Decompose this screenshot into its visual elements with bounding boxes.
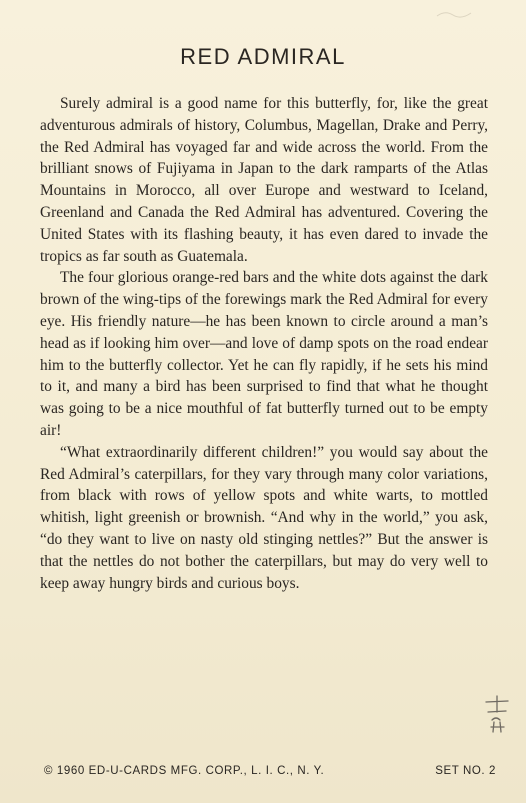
pencil-scuff-mark: [435, 8, 475, 20]
paragraph-1: Surely admiral is a good name for this butterfly, for, like the great adventurous admirals of history, Columbus, Magellan, Drake and Perry, the Red Admiral has voyaged far and wide across the world. From the brilliant snows of Fujiyama in Japan to the dark ramparts of the Atlas Mountains in Morocco, all over Europe and westward to Iceland, Greenland and Canada the Red Admiral has adventured. Covering the United States with its flashing beauty, it has even dared to invade the tropics as far south as Guatemala.: [40, 95, 488, 265]
card-body: [40, 93, 488, 594]
set-number: SET NO. 2: [435, 765, 496, 777]
paragraph-3: “What extraordinarily different children!” you would say about the Red Admiral’s caterpillars, for they vary through many color variations, from black with rows of yellow spots and white warts, to mottled whitish, light greenish or brownish. “And why in the world,” you ask, “do they want to live on nasty old stinging nettles?” But the answer is that the nettles do not bother the caterpillars, but may do very well to keep away hungry birds and curious boys.: [40, 443, 488, 592]
copyright-line: © 1960 ED-U-CARDS MFG. CORP., L. I. C., N. Y.: [44, 765, 325, 777]
paragraph-2: The four glorious orange-red bars and the white dots against the dark brown of the wing-tips of the forewings mark the Red Admiral for every eye. His friendly nature—he has been known to circle around a man’s head as if looking him over—and love of damp spots on the road endear him to the butterfly collector. Yet he can fly rapidly, if he sets his mind to it, and many a bird has been surprised to find that what he thought was going to be a nice mouthful of fat butterfly turned out to be empty air!: [40, 269, 488, 439]
handwritten-pencil-mark: [480, 692, 514, 736]
card-title: RED ADMIRAL: [180, 44, 346, 69]
card-footer: [44, 765, 496, 777]
